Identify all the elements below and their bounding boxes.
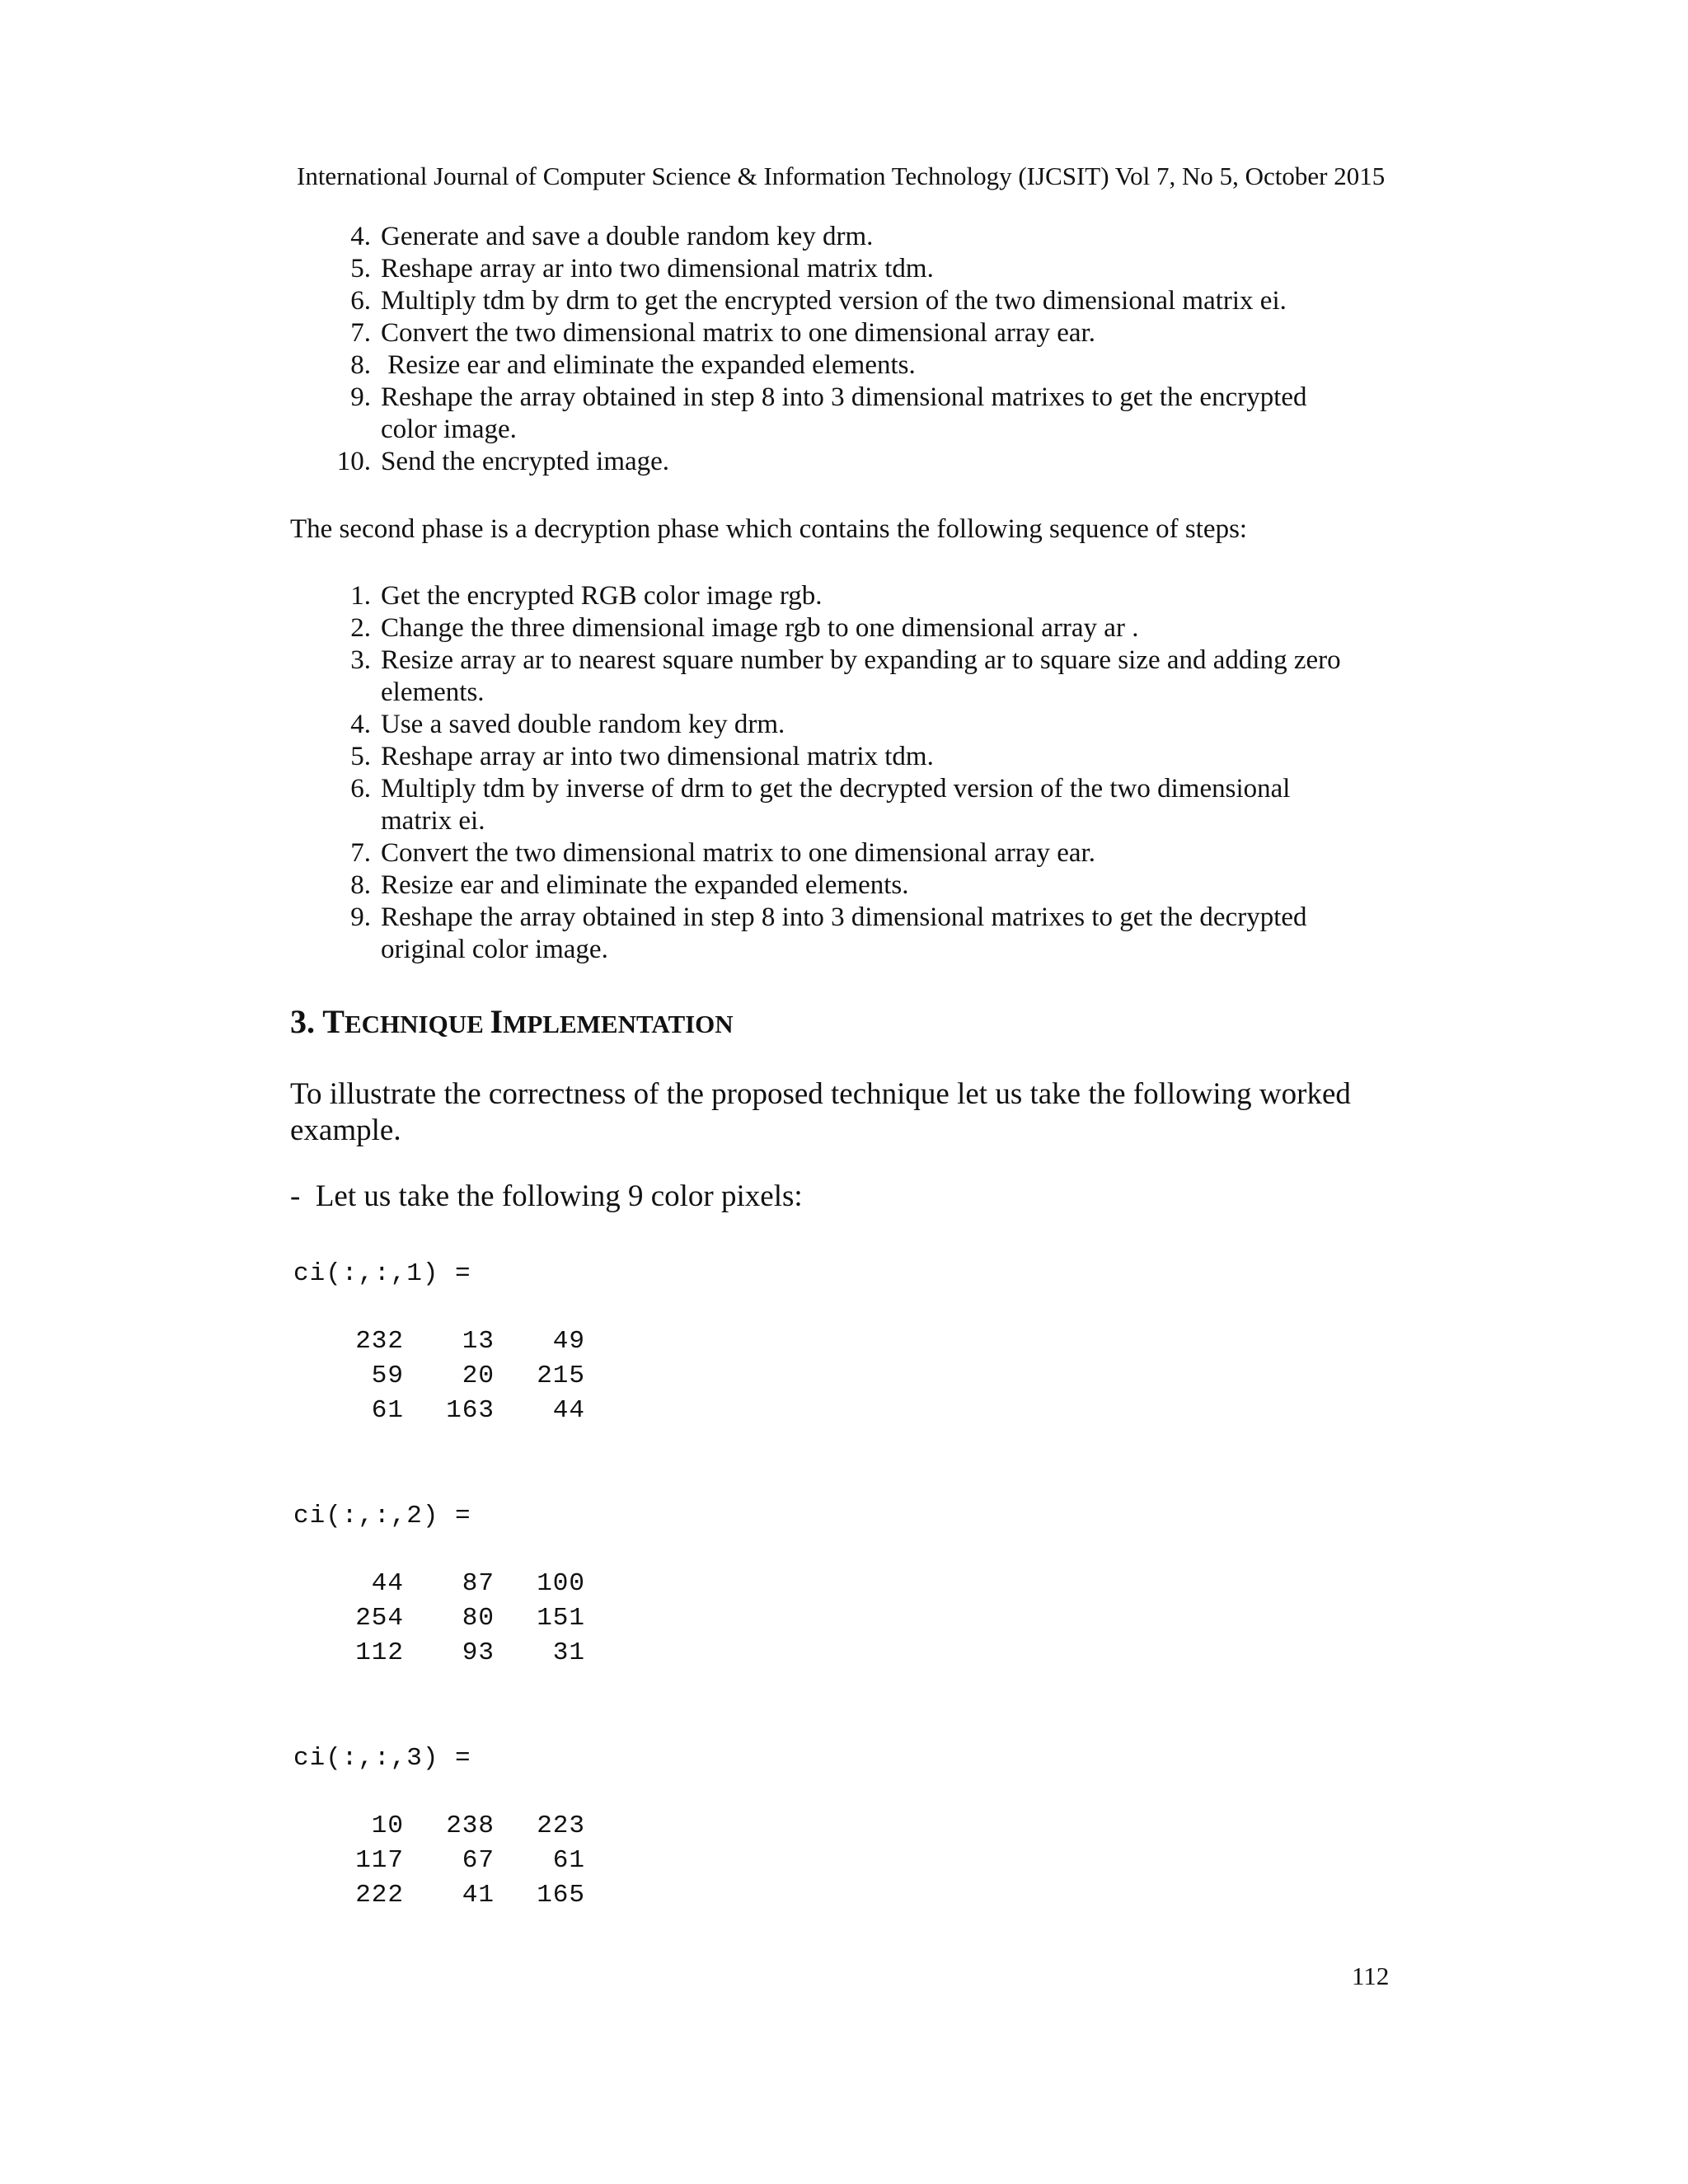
list-item-number: 7. (350, 838, 371, 868)
list-item-number: 4. (350, 222, 371, 251)
list-item-number: 10. (336, 447, 371, 476)
matrix-row (313, 1846, 585, 1875)
matrix-cell: 100 (537, 1569, 585, 1598)
section-heading (290, 1002, 734, 1041)
list-item-text: Generate and save a double random key drm. (381, 222, 874, 251)
matrix-cell: 223 (537, 1811, 585, 1840)
list-item-text: Resize array ar to nearest square number by expanding ar to square size and adding zero (381, 645, 1341, 675)
list-item-text: Change the three dimensional image rgb to one dimensional array ar . (381, 613, 1139, 643)
list-item (330, 741, 1426, 773)
list-item (330, 902, 1426, 966)
matrix-cell: 59 (371, 1361, 404, 1390)
matrix-cell: 151 (537, 1604, 585, 1633)
list-item (330, 317, 1426, 349)
list-item (330, 837, 1426, 869)
list-item-text-continued: original color image. (381, 935, 608, 964)
matrix-cell: 93 (462, 1638, 495, 1667)
list-item-number: 9. (350, 902, 371, 932)
list-item-number: 2. (350, 613, 371, 643)
list-item-text: Reshape array ar into two dimensional matrix tdm. (381, 742, 934, 771)
list-item (330, 869, 1426, 902)
list-item-text: Reshape array ar into two dimensional matrix tdm. (381, 254, 934, 284)
matrix-cell: 20 (462, 1361, 495, 1390)
matrix-cell: 41 (462, 1881, 495, 1910)
matrix-cell: 10 (371, 1811, 404, 1840)
list-item (330, 644, 1426, 709)
section-title-cap: I (490, 1003, 504, 1040)
list-item-text-continued: matrix ei. (381, 806, 485, 836)
matrix-cell: 49 (552, 1327, 585, 1356)
section-title-smallcaps: MPLEMENTATION (503, 1010, 734, 1038)
list-item (330, 382, 1426, 446)
list-item (330, 221, 1426, 253)
matrix-cell: 222 (355, 1881, 404, 1910)
list-item-text: Reshape the array obtained in step 8 into 3 dimensional matrixes to get the decrypted (381, 902, 1307, 932)
matrix-cell: 44 (371, 1569, 404, 1598)
list-item-number: 6. (350, 286, 371, 316)
running-header: International Journal of Computer Science & Information Technology (IJCSIT) Vol 7, No 5, October 2015 (297, 162, 1386, 190)
list-item (330, 773, 1426, 837)
list-item-text: Convert the two dimensional matrix to one dimensional array ear. (381, 318, 1095, 348)
matrix-cell: 165 (537, 1881, 585, 1910)
page-number: 112 (1352, 1961, 1390, 1990)
section-title-cap: T (322, 1003, 345, 1040)
matrix-cell: 215 (537, 1361, 585, 1390)
matrix-cell: 112 (355, 1638, 404, 1667)
list-item-text: Get the encrypted RGB color image rgb. (381, 581, 823, 611)
list-item-number: 6. (350, 774, 371, 804)
matrix-row (313, 1396, 585, 1425)
matrix-cell: 232 (355, 1327, 404, 1356)
section-number: 3. (290, 1003, 315, 1040)
list-item (330, 253, 1426, 285)
matrix-row (313, 1569, 585, 1598)
list-item (330, 446, 1426, 478)
matrix-cell: 80 (462, 1604, 495, 1633)
decryption-intro: The second phase is a decryption phase which contains the following sequence of steps: (290, 514, 1248, 544)
list-item-text: Resize ear and eliminate the expanded elements. (381, 870, 909, 900)
matrix-row (313, 1881, 585, 1910)
list-item-text-continued: color image. (381, 415, 517, 444)
matrix-row (313, 1361, 585, 1390)
illustrate-paragraph: To illustrate the correctness of the proposed technique let us take the following worked example. (290, 1077, 1351, 1147)
list-item-number: 3. (350, 645, 371, 675)
list-item (330, 612, 1426, 644)
matrix-cell: 238 (446, 1811, 495, 1840)
matrix-row (313, 1638, 585, 1667)
list-item (330, 285, 1426, 317)
matrix-label: ci(:,:,2) = (293, 1502, 471, 1530)
matrix-cell: 87 (462, 1569, 495, 1598)
list-item-number: 8. (350, 870, 371, 900)
list-item-text-continued: elements. (381, 677, 485, 707)
list-item-number: 4. (350, 710, 371, 739)
list-item-number: 5. (350, 254, 371, 284)
list-item-number: 8. (350, 350, 371, 380)
matrix-label: ci(:,:,3) = (293, 1744, 471, 1773)
matrix-cell: 44 (552, 1396, 585, 1425)
list-item-text: Reshape the array obtained in step 8 into 3 dimensional matrixes to get the encrypted (381, 382, 1307, 412)
list-item-text: Resize ear and eliminate the expanded elements. (381, 350, 916, 380)
matrix-cell: 254 (355, 1604, 404, 1633)
matrix-row (313, 1327, 585, 1356)
list-item-text: Send the encrypted image. (381, 447, 670, 476)
matrix-cell: 163 (446, 1396, 495, 1425)
list-item-text: Convert the two dimensional matrix to one dimensional array ear. (381, 838, 1095, 868)
list-item-number: 1. (350, 581, 371, 611)
matrix-cell: 117 (355, 1846, 404, 1875)
matrix-row (313, 1604, 585, 1633)
list-item-text: Multiply tdm by inverse of drm to get the decrypted version of the two dimensional (381, 774, 1291, 804)
decryption-steps-list (330, 580, 1426, 966)
matrix-label: ci(:,:,1) = (293, 1259, 471, 1288)
encryption-steps-list (330, 221, 1426, 478)
matrix-cell: 13 (462, 1327, 495, 1356)
list-item-number: 7. (350, 318, 371, 348)
list-item (330, 709, 1426, 741)
matrix-cell: 61 (552, 1846, 585, 1875)
list-item (330, 349, 1426, 382)
take-pixels-line: - Let us take the following 9 color pixels: (290, 1179, 803, 1213)
matrix-cell: 61 (371, 1396, 404, 1425)
matrix-cell: 67 (462, 1846, 495, 1875)
list-item-text: Use a saved double random key drm. (381, 710, 785, 739)
list-item (330, 580, 1426, 612)
matrix-cell: 31 (552, 1638, 585, 1667)
section-title-smallcaps: ECHNIQUE (344, 1010, 490, 1038)
list-item-text: Multiply tdm by drm to get the encrypted version of the two dimensional matrix ei. (381, 286, 1287, 316)
matrix-row (313, 1811, 585, 1840)
list-item-number: 5. (350, 742, 371, 771)
list-item-number: 9. (350, 382, 371, 412)
